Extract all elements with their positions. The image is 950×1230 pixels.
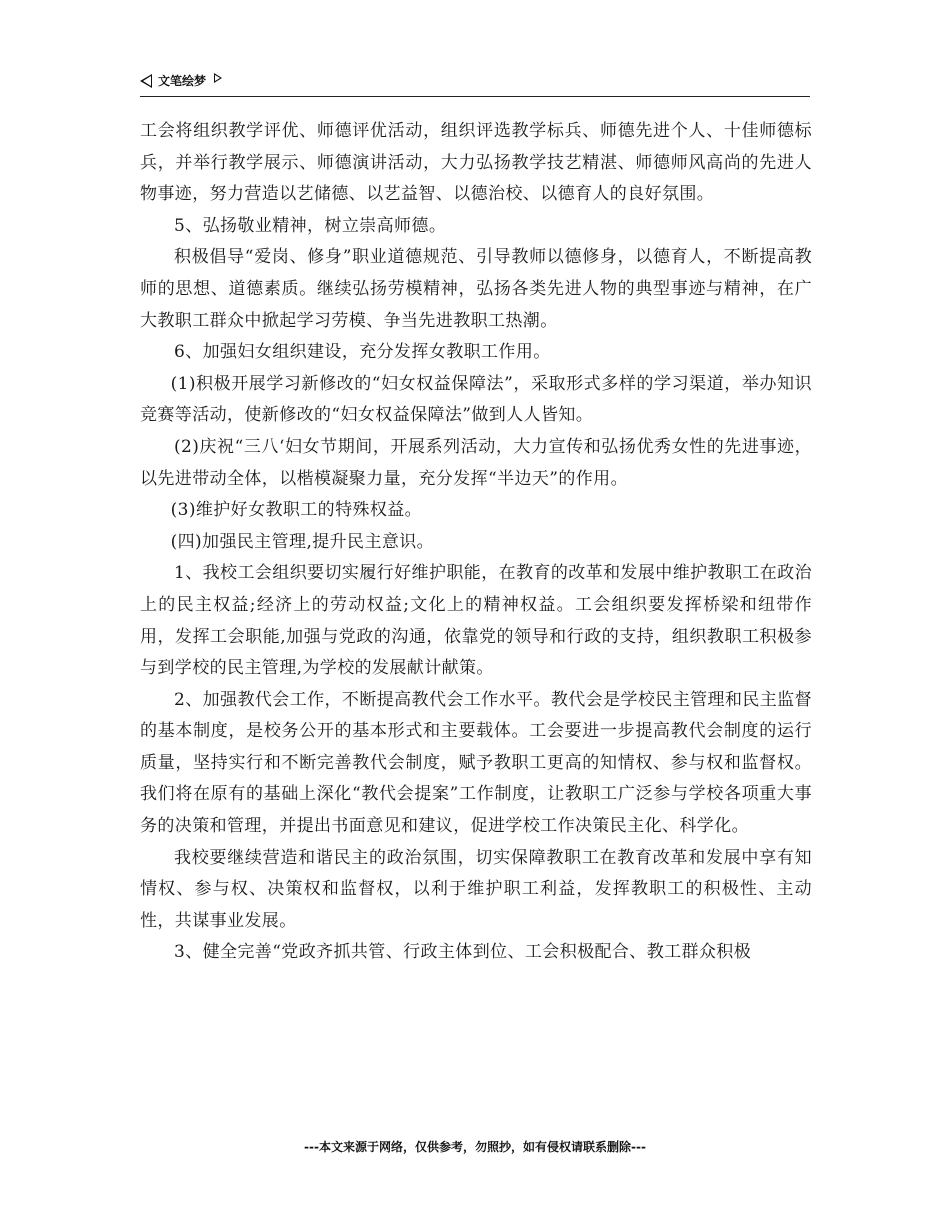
paragraph: 1、我校工会组织要切实履行好维护职能，在教育的改革和发展中维护教职工在政治上的民主权益;经济上的劳动权益;文化上的精神权益。工会组织要发挥桥梁和纽带作用，发挥工会职能,加强与党政的沟通，依靠党的领导和行政的支持，组织教职工积极参与到学校的民主管理,为学校的发展献计献策。 bbox=[140, 563, 812, 679]
paragraph: (1)积极开展学习新修改的“妇女权益保障法”，采取形式多样的学习渠道，举办知识竞赛等活动，使新修改的“妇女权益保障法”做到人人皆知。 bbox=[140, 373, 812, 426]
footer-disclaimer: ---本文来源于网络，仅供参考，勿照抄，如有侵权请联系删除--- bbox=[304, 1140, 646, 1154]
header-brand bbox=[140, 72, 222, 89]
paragraph: 2、加强教代会工作，不断提高教代会工作水平。教代会是学校民主管理和民主监督的基本制度，是校务公开的基本形式和主要载体。工会要进一步提高教代会制度的运行质量，坚持实行和不断完善教代会制度，赋予教职工更高的知情权、参与权和监督权。我们将在原有的基础上深化“教代会提案”工作制度，让教职工广泛参与学校各项重大事务的决策和管理，并提出书面意见和建议，促进学校工作决策民主化、科学化。 bbox=[140, 689, 812, 837]
paragraph: (四)加强民主管理,提升民主意识。 bbox=[170, 531, 435, 552]
triangle-right-icon bbox=[214, 73, 222, 83]
paragraph: 3、健全完善“党政齐抓共管、行政主体到位、工会积极配合、教工群众积极 bbox=[174, 942, 752, 963]
document-body bbox=[140, 116, 812, 969]
paragraph: 积极倡导“爱岗、修身”职业道德规范、引导教师以德修身，以德育人，不断提高教师的思想、道德素质。继续弘扬劳模精神，弘扬各类先进人物的典型事迹与精神，在广大教职工群众中掀起学习劳模、争当先进教职工热潮。 bbox=[140, 247, 812, 331]
brand-text: 文笔绘梦 bbox=[158, 74, 207, 88]
page-header bbox=[140, 70, 810, 97]
triangle-left-icon bbox=[140, 74, 152, 88]
paragraph: 5、弘扬敬业精神，树立崇高师德。 bbox=[174, 215, 447, 236]
paragraph: (2)庆祝“三八‘妇女节期间，开展系列活动，大力宣传和弘扬优秀女性的先进事迹，以先进带动全体，以楷模凝聚力量，充分发挥“半边天”的作用。 bbox=[140, 436, 812, 489]
paragraph: (3)维护好女教职工的特殊权益。 bbox=[170, 500, 423, 521]
paragraph: 我校要继续营造和谐民主的政治氛围，切实保障教职工在教育改革和发展中享有知情权、参与权、决策权和监督权，以利于维护职工利益，发挥教职工的积极性、主动性，共谋事业发展。 bbox=[140, 847, 812, 931]
paragraph: 工会将组织教学评优、师德评优活动，组织评选教学标兵、师德先进个人、十佳师德标兵，并举行教学展示、师德演讲活动，大力弘扬教学技艺精湛、师德师风高尚的先进人物事迹，努力营造以艺储德、以艺益智、以德治校、以德育人的良好氛围。 bbox=[140, 121, 812, 205]
paragraph: 6、加强妇女组织建设，充分发挥女教职工作用。 bbox=[174, 342, 551, 363]
